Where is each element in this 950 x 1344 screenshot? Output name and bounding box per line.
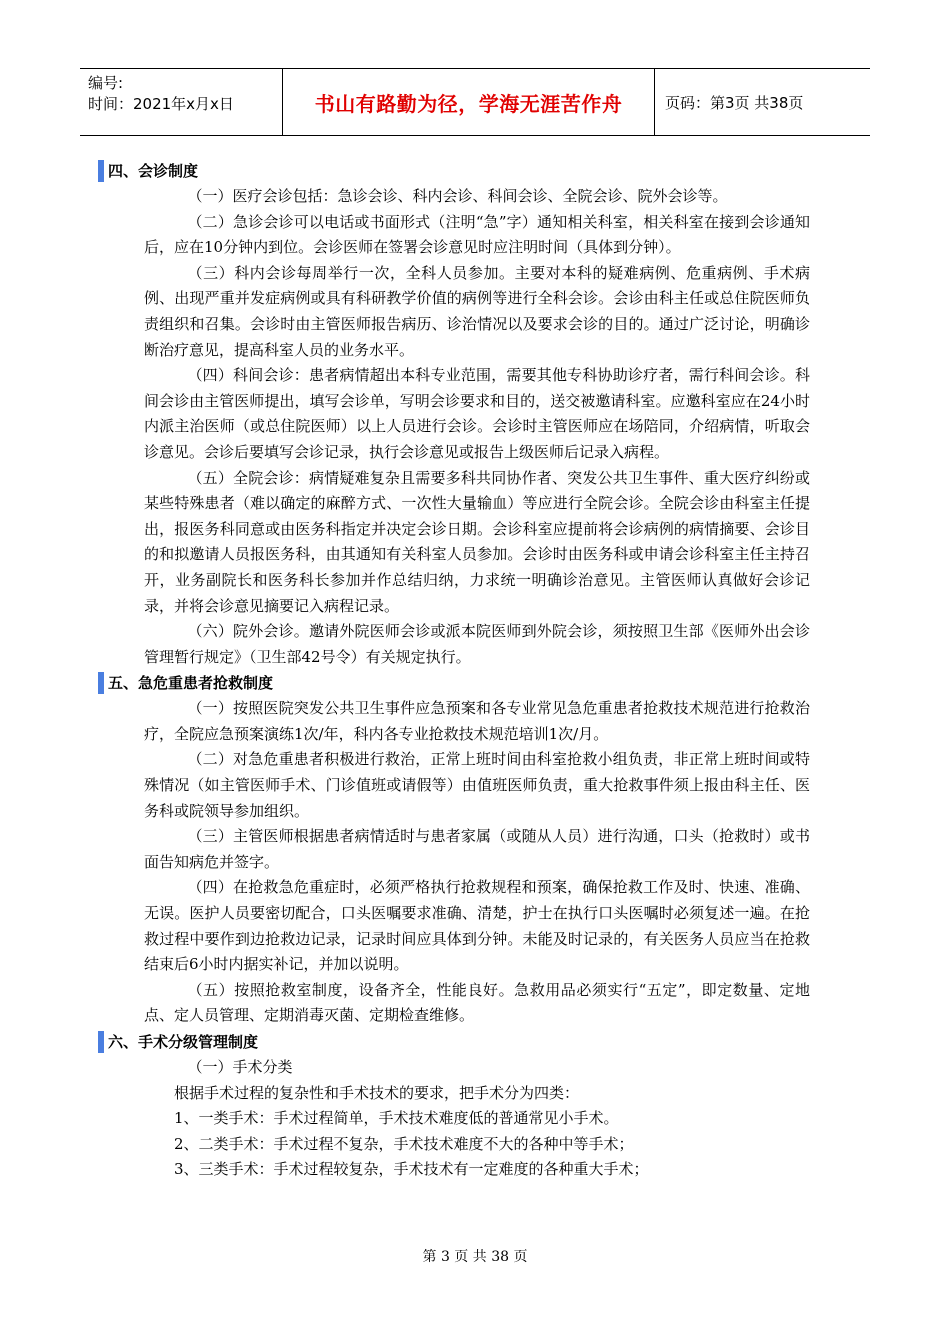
header-table (80, 68, 870, 136)
doc-number: 编号: (88, 74, 124, 92)
list-item: 1、一类手术：手术过程简单，手术技术难度低的普通常见小手术。 (174, 1109, 619, 1128)
paragraph: （四）科间会诊：患者病情超出本科专业范围，需要其他专科协助诊疗者，需行科间会诊。科间会诊由主管医师提出，填写会诊单，写明会诊要求和目的，送交被邀请科室。应邀科室应在24小时内派主治医师（或总住院医师）以上人员进行会诊。会诊时主管医师应在场陪同，介绍病情，听取会诊意见。会诊后要填写会诊记录，执行会诊意见或报告上级医师后记录入病程。 (144, 366, 810, 461)
doc-time: 时间：2021年x月x日 (88, 95, 234, 113)
paragraph: （二）急诊会诊可以电话或书面形式（注明“急”字）通知相关科室，相关科室在接到会诊通知后，应在10分钟内到位。会诊医师在签署会诊意见时应注明时间（具体到分钟）。 (144, 212, 810, 257)
page-footer: 第 3 页 共 38 页 (422, 1249, 528, 1265)
paragraph: （三）主管医师根据患者病情适时与患者家属（或随从人员）进行沟通，口头（抢救时）或书面告知病危并签字。 (144, 827, 810, 871)
header-page-number: 页码：第3页 共38页 (665, 93, 804, 112)
section-heading (98, 158, 810, 184)
paragraph: （五）按照抢救室制度，设备齐全，性能良好。急救用品必须实行“五定”，即定数量、定地点、定人员管理、定期消毒灭菌、定期检查维修。 (144, 980, 810, 1025)
paragraph: （五）全院会诊：病情疑难复杂且需要多科共同协作者、突发公共卫生事件、重大医疗纠纷或某些特殊患者（难以确定的麻醉方式、一次性大量输血）等应进行全院会诊。全院会诊由科室主任提出，报医务科同意或由医务科指定并决定会诊日期。会诊科室应提前将会诊病例的病情摘要、会诊目的和拟邀请人员报医务科，由其通知有关科室人员参加。会诊时由医务科或申请会诊科室主任主持召开，业务副院长和医务科长参加并作总结归纳，力求统一明确诊治意见。主管医师认真做好会诊记录，并将会诊意见摘要记入病程记录。 (144, 468, 810, 615)
list-item: 3、三类手术：手术过程较复杂，手术技术有一定难度的各种重大手术； (174, 1160, 649, 1179)
header-motto: 书山有路勤为径，学海无涯苦作舟 (283, 69, 655, 135)
paragraph: 根据手术过程的复杂性和手术技术的要求，把手术分为四类： (174, 1083, 580, 1102)
list-item: 2、二类手术：手术过程不复杂，手术技术难度不大的各种中等手术； (174, 1134, 634, 1153)
section-marker (98, 160, 104, 182)
section-title: 五、急危重患者抢救制度 (108, 674, 274, 693)
section-title: 四、会诊制度 (108, 162, 199, 180)
section-marker (98, 1031, 104, 1053)
paragraph: （三）科内会诊每周举行一次，全科人员参加。主要对本科的疑难病例、危重病例、手术病例、出现严重并发症病例或具有科研教学价值的病例等进行全科会诊。会诊由科主任或总住院医师负责组织和召集。会诊时由主管医师报告病历、诊治情况以及要求会诊的目的。通过广泛讨论，明确诊断治疗意见，提高科室人员的业务水平。 (144, 263, 810, 359)
section-marker (98, 672, 104, 694)
paragraph: （二）对急危重患者积极进行救治，正常上班时间由科室抢救小组负责，非正常上班时间或特殊情况（如主管医师手术、门诊值班或请假等）由值班医师负责，重大抢救事件须上报由科主任、医务科或院领导参加组织。 (144, 750, 810, 820)
paragraph: （六）院外会诊。邀请外院医师会诊或派本院医师到外院会诊，须按照卫生部《医师外出会诊管理暂行规定》（卫生部42号令）有关规定执行。 (144, 622, 810, 666)
document-body (98, 158, 810, 1183)
paragraph: （四）在抢救急危重症时，必须严格执行抢救规程和预案，确保抢救工作及时、快速、准确、无误。医护人员要密切配合，口头医嘱要求准确、清楚，护士在执行口头医嘱时必须复述一遍。在抢救过程中要作到边抢救边记录，记录时间应具体到分钟。未能及时记录的，有关医务人员应当在抢救结束后6小时内据实补记，并加以说明。 (144, 878, 810, 974)
header-meta-cell (80, 69, 283, 135)
paragraph: （一）按照医院突发公共卫生事件应急预案和各专业常见急危重患者抢救技术规范进行抢救治疗，全院应急预案演练1次/年，科内各专业抢救技术规范培训1次/月。 (144, 699, 810, 743)
section-heading (98, 670, 810, 696)
paragraph: （一）手术分类 (187, 1058, 293, 1076)
section-heading (98, 1029, 810, 1055)
paragraph: （一）医疗会诊包括：急诊会诊、科内会诊、科间会诊、全院会诊、院外会诊等。 (187, 187, 728, 205)
section-title: 六、手术分级管理制度 (108, 1033, 259, 1051)
